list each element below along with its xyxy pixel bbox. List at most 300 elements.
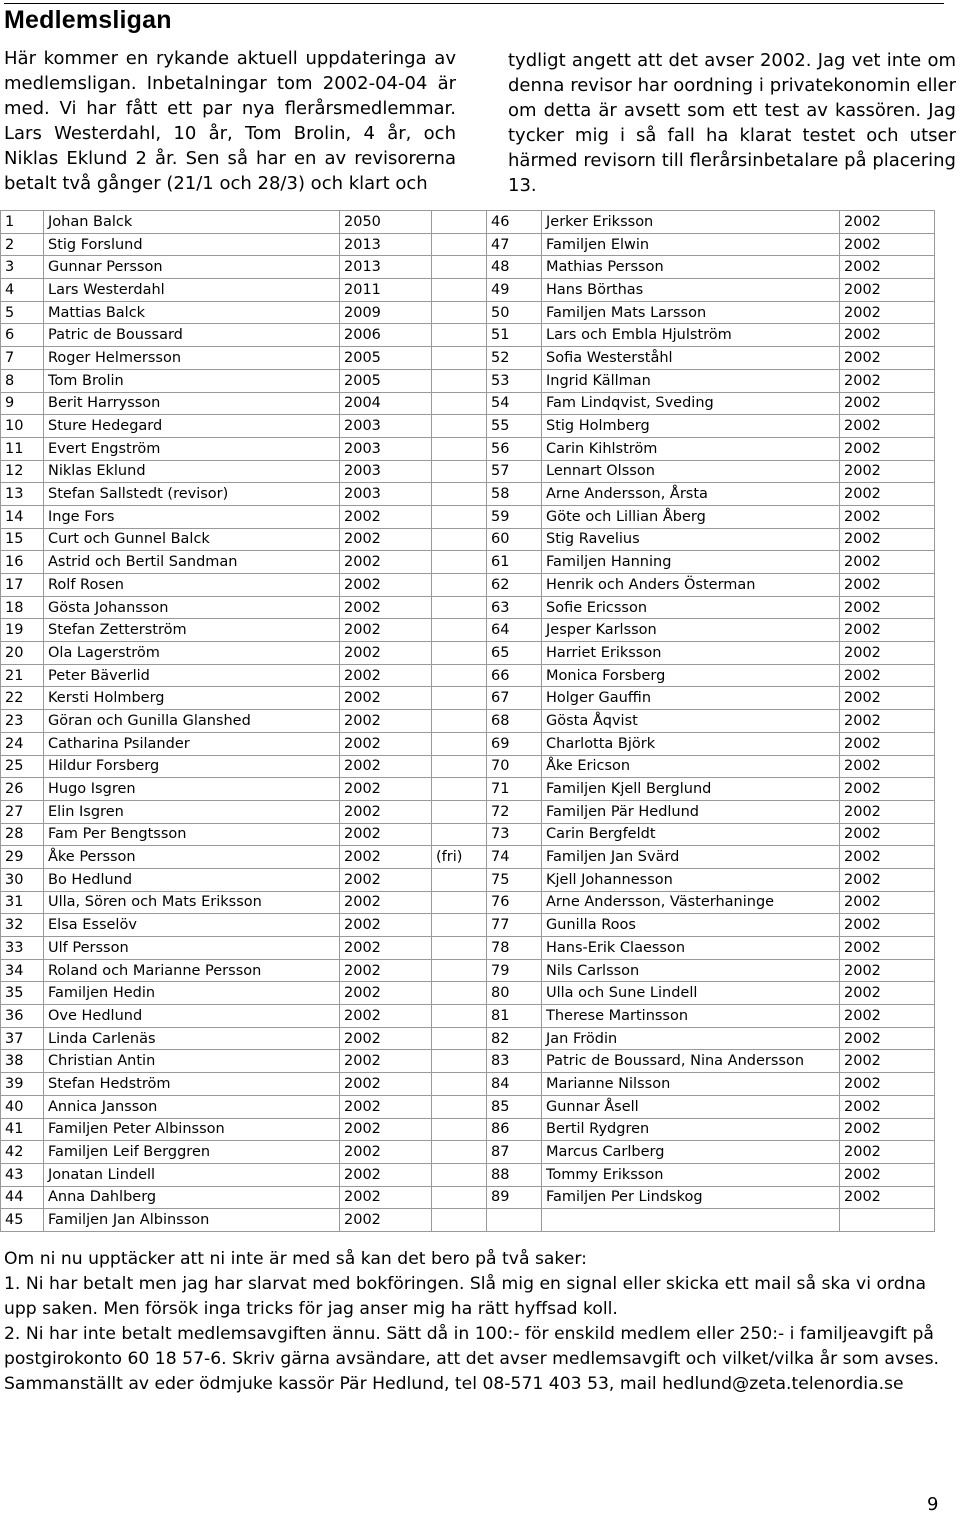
member-number-right: 82 <box>487 1027 542 1050</box>
member-paid-year-left: 2003 <box>340 460 432 483</box>
member-note-left <box>432 415 487 438</box>
table-row <box>1 211 935 234</box>
member-note-left <box>432 732 487 755</box>
member-note-left <box>432 596 487 619</box>
member-paid-year-right: 2002 <box>840 982 935 1005</box>
page-number: 9 <box>927 1494 939 1515</box>
table-row <box>1 868 935 891</box>
member-name-left: Stefan Zetterström <box>44 619 340 642</box>
member-note-left <box>432 1050 487 1073</box>
member-name-right: Hans-Erik Claesson <box>542 937 840 960</box>
member-number-left: 27 <box>1 800 44 823</box>
member-name-right: Patric de Boussard, Nina Andersson <box>542 1050 840 1073</box>
member-name-right: Familjen Jan Svärd <box>542 846 840 869</box>
member-name-left: Familjen Leif Berggren <box>44 1141 340 1164</box>
member-note-left <box>432 1186 487 1209</box>
member-name-left: Ola Lagerström <box>44 642 340 665</box>
member-name-left: Stefan Sallstedt (revisor) <box>44 483 340 506</box>
member-number-left: 21 <box>1 664 44 687</box>
member-paid-year-left: 2002 <box>340 574 432 597</box>
member-number-left: 37 <box>1 1027 44 1050</box>
member-name-right: Kjell Johannesson <box>542 868 840 891</box>
member-name-right: Familjen Kjell Berglund <box>542 778 840 801</box>
member-name-right: Marianne Nilsson <box>542 1073 840 1096</box>
table-row <box>1 959 935 982</box>
table-row <box>1 664 935 687</box>
member-paid-year-right: 2002 <box>840 755 935 778</box>
member-paid-year-right: 2002 <box>840 460 935 483</box>
table-row <box>1 437 935 460</box>
member-name-right: Familjen Hanning <box>542 551 840 574</box>
member-number-right <box>487 1209 542 1232</box>
member-number-right: 88 <box>487 1163 542 1186</box>
member-name-left: Familjen Jan Albinsson <box>44 1209 340 1232</box>
member-paid-year-left: 2002 <box>340 1163 432 1186</box>
member-number-right: 75 <box>487 868 542 891</box>
table-row <box>1 505 935 528</box>
member-paid-year-right: 2002 <box>840 1118 935 1141</box>
member-paid-year-left: 2002 <box>340 596 432 619</box>
member-paid-year-left: 2002 <box>340 1073 432 1096</box>
member-note-left <box>432 1209 487 1232</box>
member-note-left <box>432 347 487 370</box>
member-number-right: 66 <box>487 664 542 687</box>
member-name-left: Kersti Holmberg <box>44 687 340 710</box>
member-number-left: 34 <box>1 959 44 982</box>
member-paid-year-right: 2002 <box>840 937 935 960</box>
member-number-left: 2 <box>1 233 44 256</box>
table-row <box>1 642 935 665</box>
intro-left-column <box>4 46 456 196</box>
table-row <box>1 574 935 597</box>
member-paid-year-right: 2002 <box>840 732 935 755</box>
member-name-left: Fam Per Bengtsson <box>44 823 340 846</box>
member-name-left: Göran och Gunilla Glanshed <box>44 710 340 733</box>
member-number-left: 28 <box>1 823 44 846</box>
member-table-body <box>1 211 935 1232</box>
member-number-left: 33 <box>1 937 44 960</box>
member-name-right: Jerker Eriksson <box>542 211 840 234</box>
member-number-left: 4 <box>1 279 44 302</box>
member-note-left <box>432 324 487 347</box>
member-number-right: 71 <box>487 778 542 801</box>
table-row <box>1 1095 935 1118</box>
member-number-right: 86 <box>487 1118 542 1141</box>
table-row <box>1 528 935 551</box>
member-name-left: Lars Westerdahl <box>44 279 340 302</box>
member-paid-year-right: 2002 <box>840 347 935 370</box>
table-row <box>1 233 935 256</box>
member-paid-year-right: 2002 <box>840 1050 935 1073</box>
intro-left-text: Här kommer en rykande aktuell uppdateringa av medlemsligan. Inbetalningar tom 2002-04-04 är med. Vi har fått ett par nya flerårsmedlemmar. Lars Westerdahl, 10 år, Tom Brolin, 4 år, och Niklas Eklund 2 år. Sen så har en av revisorerna betalt två gånger (21/1 och 28/3) och klart och <box>4 48 456 194</box>
member-number-right: 70 <box>487 755 542 778</box>
member-name-left: Mattias Balck <box>44 301 340 324</box>
member-paid-year-right: 2002 <box>840 369 935 392</box>
member-note-left <box>432 619 487 642</box>
page-title: Medlemsligan <box>4 6 172 34</box>
member-name-left: Johan Balck <box>44 211 340 234</box>
member-note-left <box>432 937 487 960</box>
member-number-right: 79 <box>487 959 542 982</box>
member-paid-year-left: 2002 <box>340 687 432 710</box>
member-name-right: Arne Andersson, Årsta <box>542 483 840 506</box>
member-paid-year-right: 2002 <box>840 914 935 937</box>
member-note-left <box>432 1141 487 1164</box>
member-paid-year-left: 2002 <box>340 959 432 982</box>
member-number-right: 51 <box>487 324 542 347</box>
member-number-right: 67 <box>487 687 542 710</box>
member-name-right: Familjen Elwin <box>542 233 840 256</box>
member-number-left: 10 <box>1 415 44 438</box>
member-paid-year-right: 2002 <box>840 1186 935 1209</box>
member-name-right: Nils Carlsson <box>542 959 840 982</box>
member-paid-year-left: 2002 <box>340 846 432 869</box>
member-name-right: Mathias Persson <box>542 256 840 279</box>
member-number-right: 59 <box>487 505 542 528</box>
member-name-right: Åke Ericson <box>542 755 840 778</box>
member-name-right: Lennart Olsson <box>542 460 840 483</box>
member-paid-year-left: 2003 <box>340 437 432 460</box>
member-paid-year-right: 2002 <box>840 437 935 460</box>
member-name-left: Elin Isgren <box>44 800 340 823</box>
member-name-left: Astrid och Bertil Sandman <box>44 551 340 574</box>
member-number-left: 24 <box>1 732 44 755</box>
table-row <box>1 347 935 370</box>
member-paid-year-left: 2002 <box>340 868 432 891</box>
member-name-right: Arne Andersson, Västerhaninge <box>542 891 840 914</box>
member-note-left <box>432 460 487 483</box>
member-name-right: Familjen Mats Larsson <box>542 301 840 324</box>
member-paid-year-right: 2002 <box>840 1027 935 1050</box>
member-paid-year-left: 2002 <box>340 1050 432 1073</box>
member-paid-year-right: 2002 <box>840 483 935 506</box>
member-name-left: Evert Engström <box>44 437 340 460</box>
member-name-right: Hans Börthas <box>542 279 840 302</box>
member-number-right: 63 <box>487 596 542 619</box>
member-paid-year-right: 2002 <box>840 800 935 823</box>
table-row <box>1 301 935 324</box>
member-number-right: 61 <box>487 551 542 574</box>
member-name-left: Ove Hedlund <box>44 1005 340 1028</box>
member-paid-year-right: 2002 <box>840 642 935 665</box>
member-note-left <box>432 755 487 778</box>
member-paid-year-left: 2002 <box>340 1209 432 1232</box>
member-name-left: Catharina Psilander <box>44 732 340 755</box>
table-row <box>1 483 935 506</box>
table-row <box>1 1005 935 1028</box>
member-note-left <box>432 1005 487 1028</box>
table-row <box>1 800 935 823</box>
member-paid-year-left: 2002 <box>340 1186 432 1209</box>
member-paid-year-right: 2002 <box>840 664 935 687</box>
table-row <box>1 596 935 619</box>
member-name-left: Jonatan Lindell <box>44 1163 340 1186</box>
member-paid-year-left: 2002 <box>340 1141 432 1164</box>
member-name-left: Inge Fors <box>44 505 340 528</box>
member-name-right: Familjen Pär Hedlund <box>542 800 840 823</box>
member-number-right: 73 <box>487 823 542 846</box>
member-name-right: Therese Martinsson <box>542 1005 840 1028</box>
member-number-right: 81 <box>487 1005 542 1028</box>
member-number-left: 17 <box>1 574 44 597</box>
member-number-right: 68 <box>487 710 542 733</box>
member-note-left <box>432 528 487 551</box>
member-paid-year-right: 2002 <box>840 211 935 234</box>
table-row <box>1 732 935 755</box>
table-row <box>1 1118 935 1141</box>
top-rule <box>4 3 944 4</box>
member-paid-year-left: 2002 <box>340 1095 432 1118</box>
member-paid-year-left: 2006 <box>340 324 432 347</box>
member-note-left <box>432 301 487 324</box>
member-note-left <box>432 1118 487 1141</box>
member-name-right: Jan Frödin <box>542 1027 840 1050</box>
member-paid-year-left: 2002 <box>340 982 432 1005</box>
footer-line-1: Om ni nu upptäcker att ni inte är med så kan det bero på två saker: <box>4 1249 587 1269</box>
member-name-left: Hugo Isgren <box>44 778 340 801</box>
member-number-right: 74 <box>487 846 542 869</box>
member-note-left <box>432 505 487 528</box>
member-number-right: 65 <box>487 642 542 665</box>
member-note-left <box>432 982 487 1005</box>
footer-line-3: 2. Ni har inte betalt medlemsavgiften ännu. Sätt då in 100:- för enskild medlem eller 250:- i familjeavgift på postgirokonto 60 18 57-6. Skriv gärna avsändare, att det avser medlemsavgift och vilket/vilka år som avses. <box>4 1324 940 1369</box>
member-number-left: 19 <box>1 619 44 642</box>
member-paid-year-right: 2002 <box>840 959 935 982</box>
member-number-left: 43 <box>1 1163 44 1186</box>
member-number-left: 18 <box>1 596 44 619</box>
member-paid-year-left: 2002 <box>340 551 432 574</box>
member-number-right: 56 <box>487 437 542 460</box>
member-note-left <box>432 551 487 574</box>
member-number-left: 14 <box>1 505 44 528</box>
member-number-left: 39 <box>1 1073 44 1096</box>
table-row <box>1 1163 935 1186</box>
member-number-left: 3 <box>1 256 44 279</box>
member-number-left: 42 <box>1 1141 44 1164</box>
member-name-left: Familjen Hedin <box>44 982 340 1005</box>
member-name-left: Christian Antin <box>44 1050 340 1073</box>
member-paid-year-right: 2002 <box>840 324 935 347</box>
member-note-left <box>432 1027 487 1050</box>
member-number-left: 12 <box>1 460 44 483</box>
member-name-right: Marcus Carlberg <box>542 1141 840 1164</box>
member-number-right: 84 <box>487 1073 542 1096</box>
member-number-left: 20 <box>1 642 44 665</box>
table-row <box>1 755 935 778</box>
member-paid-year-right: 2002 <box>840 505 935 528</box>
member-name-left: Sture Hedegard <box>44 415 340 438</box>
member-name-left: Roger Helmersson <box>44 347 340 370</box>
member-number-left: 31 <box>1 891 44 914</box>
member-note-left <box>432 437 487 460</box>
member-number-right: 46 <box>487 211 542 234</box>
member-number-left: 1 <box>1 211 44 234</box>
table-row <box>1 778 935 801</box>
table-row <box>1 937 935 960</box>
member-paid-year-left: 2002 <box>340 937 432 960</box>
table-row <box>1 823 935 846</box>
member-number-right: 83 <box>487 1050 542 1073</box>
footer-line-4: Sammanställt av eder ödmjuke kassör Pär Hedlund, tel 08-571 403 53, mail hedlund@zeta.telenordia.se <box>4 1374 904 1394</box>
intro-right-text: tydligt angett att det avser 2002. Jag vet inte om denna revisor har oordning i privatekonomin eller om detta är avsett som ett test av kassören. Jag tycker mig i så fall ha klarat testet och utser härmed revisorn till flerårsinbetalare på placering 13. <box>508 50 956 196</box>
member-name-right: Sofie Ericsson <box>542 596 840 619</box>
member-paid-year-left: 2002 <box>340 755 432 778</box>
member-paid-year-left: 2002 <box>340 1118 432 1141</box>
member-note-left <box>432 710 487 733</box>
member-paid-year-left: 2004 <box>340 392 432 415</box>
member-name-right: Harriet Eriksson <box>542 642 840 665</box>
member-note-left <box>432 392 487 415</box>
member-number-right: 53 <box>487 369 542 392</box>
table-row <box>1 369 935 392</box>
member-number-right: 48 <box>487 256 542 279</box>
member-paid-year-left: 2005 <box>340 347 432 370</box>
member-note-left <box>432 891 487 914</box>
member-number-right: 52 <box>487 347 542 370</box>
member-number-right: 60 <box>487 528 542 551</box>
member-name-right: Ingrid Källman <box>542 369 840 392</box>
member-name-left: Annica Jansson <box>44 1095 340 1118</box>
member-name-left: Linda Carlenäs <box>44 1027 340 1050</box>
member-number-left: 23 <box>1 710 44 733</box>
member-name-left: Hildur Forsberg <box>44 755 340 778</box>
member-table <box>0 210 935 1232</box>
table-row <box>1 846 935 869</box>
member-number-right: 64 <box>487 619 542 642</box>
member-number-left: 41 <box>1 1118 44 1141</box>
member-paid-year-left: 2009 <box>340 301 432 324</box>
member-name-left: Curt och Gunnel Balck <box>44 528 340 551</box>
member-paid-year-right: 2002 <box>840 551 935 574</box>
member-number-left: 35 <box>1 982 44 1005</box>
table-row <box>1 687 935 710</box>
member-paid-year-right: 2002 <box>840 1163 935 1186</box>
member-name-right: Charlotta Björk <box>542 732 840 755</box>
member-paid-year-left: 2002 <box>340 823 432 846</box>
member-number-right: 54 <box>487 392 542 415</box>
member-name-left: Åke Persson <box>44 846 340 869</box>
member-name-left: Roland och Marianne Persson <box>44 959 340 982</box>
member-name-right: Gunnar Åsell <box>542 1095 840 1118</box>
member-name-right: Göte och Lillian Åberg <box>542 505 840 528</box>
member-paid-year-left: 2002 <box>340 1027 432 1050</box>
member-name-right: Gunilla Roos <box>542 914 840 937</box>
member-note-left <box>432 778 487 801</box>
member-paid-year-right: 2002 <box>840 1073 935 1096</box>
member-note-left <box>432 369 487 392</box>
member-number-left: 26 <box>1 778 44 801</box>
table-row <box>1 891 935 914</box>
table-row <box>1 1050 935 1073</box>
member-name-right: Fam Lindqvist, Sveding <box>542 392 840 415</box>
member-note-left <box>432 574 487 597</box>
member-note-left <box>432 914 487 937</box>
table-row <box>1 460 935 483</box>
member-note-left <box>432 1095 487 1118</box>
member-name-left: Ulf Persson <box>44 937 340 960</box>
table-row <box>1 619 935 642</box>
member-paid-year-left: 2002 <box>340 664 432 687</box>
member-paid-year-right <box>840 1209 935 1232</box>
member-name-right: Lars och Embla Hjulström <box>542 324 840 347</box>
member-number-right: 69 <box>487 732 542 755</box>
member-name-right: Jesper Karlsson <box>542 619 840 642</box>
member-note-left <box>432 959 487 982</box>
member-name-right: Carin Bergfeldt <box>542 823 840 846</box>
table-row <box>1 415 935 438</box>
member-name-left: Stig Forslund <box>44 233 340 256</box>
member-number-right: 50 <box>487 301 542 324</box>
member-name-left: Niklas Eklund <box>44 460 340 483</box>
member-note-left <box>432 279 487 302</box>
member-number-right: 80 <box>487 982 542 1005</box>
table-row <box>1 279 935 302</box>
intro-right-column <box>508 48 956 198</box>
member-number-left: 38 <box>1 1050 44 1073</box>
member-name-right: Ulla och Sune Lindell <box>542 982 840 1005</box>
table-row <box>1 1073 935 1096</box>
member-number-right: 89 <box>487 1186 542 1209</box>
member-note-left <box>432 687 487 710</box>
member-number-left: 11 <box>1 437 44 460</box>
member-number-left: 45 <box>1 1209 44 1232</box>
member-note-left <box>432 483 487 506</box>
member-number-left: 44 <box>1 1186 44 1209</box>
member-note-left <box>432 233 487 256</box>
member-number-left: 25 <box>1 755 44 778</box>
member-name-left: Rolf Rosen <box>44 574 340 597</box>
table-row <box>1 256 935 279</box>
member-number-right: 87 <box>487 1141 542 1164</box>
member-name-left: Stefan Hedström <box>44 1073 340 1096</box>
member-paid-year-left: 2002 <box>340 914 432 937</box>
member-paid-year-right: 2002 <box>840 891 935 914</box>
member-note-left <box>432 800 487 823</box>
member-name-right: Familjen Per Lindskog <box>542 1186 840 1209</box>
member-paid-year-right: 2002 <box>840 1095 935 1118</box>
member-name-left: Patric de Boussard <box>44 324 340 347</box>
member-paid-year-left: 2002 <box>340 800 432 823</box>
member-paid-year-left: 2005 <box>340 369 432 392</box>
member-paid-year-left: 2003 <box>340 483 432 506</box>
member-number-left: 22 <box>1 687 44 710</box>
footer-line-2: 1. Ni har betalt men jag har slarvat med bokföringen. Slå mig en signal eller skicka ett mail så ska vi ordna upp saken. Men försök inga tricks för jag anser mig ha rätt hyffsad koll. <box>4 1274 927 1319</box>
member-paid-year-right: 2002 <box>840 279 935 302</box>
member-note-left <box>432 868 487 891</box>
member-number-left: 30 <box>1 868 44 891</box>
member-number-right: 49 <box>487 279 542 302</box>
member-number-right: 47 <box>487 233 542 256</box>
footer-notes <box>4 1247 960 1397</box>
member-number-left: 15 <box>1 528 44 551</box>
member-name-right: Sofia Westerståhl <box>542 347 840 370</box>
member-name-right: Henrik och Anders Österman <box>542 574 840 597</box>
member-name-left: Elsa Esselöv <box>44 914 340 937</box>
member-paid-year-right: 2002 <box>840 778 935 801</box>
member-note-left <box>432 256 487 279</box>
table-row <box>1 551 935 574</box>
member-name-left: Berit Harrysson <box>44 392 340 415</box>
member-name-right: Stig Ravelius <box>542 528 840 551</box>
member-paid-year-left: 2003 <box>340 415 432 438</box>
member-paid-year-right: 2002 <box>840 1005 935 1028</box>
table-row <box>1 1209 935 1232</box>
member-paid-year-right: 2002 <box>840 301 935 324</box>
member-number-left: 40 <box>1 1095 44 1118</box>
member-note-left <box>432 664 487 687</box>
member-paid-year-right: 2002 <box>840 528 935 551</box>
member-paid-year-left: 2002 <box>340 505 432 528</box>
